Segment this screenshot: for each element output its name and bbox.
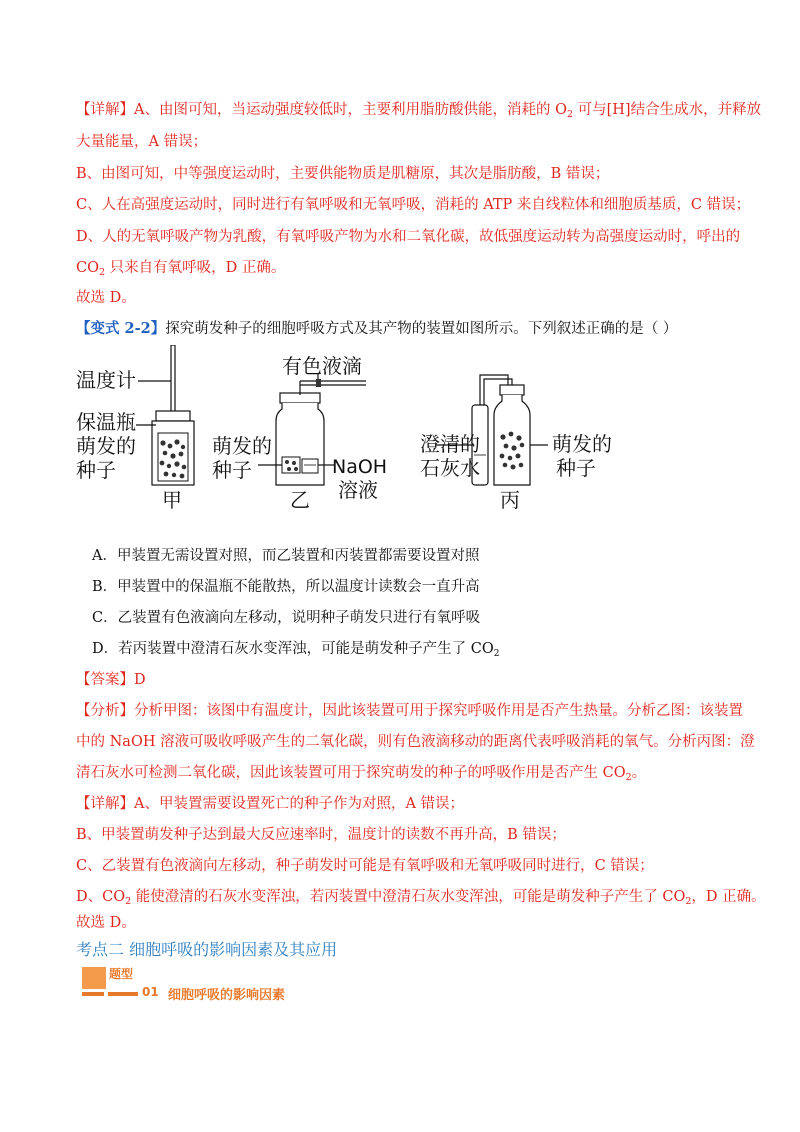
apparatus-bing [420, 375, 612, 510]
question-type-banner [76, 963, 336, 1003]
detail1-line1: 【详解】A、由图可知，当运动强度较低时，主要利用脂肪酸供能，消耗的 $O_2$ 可与[H]结合生成水，并释放 [76, 102, 762, 120]
seed-label-jia-2: 种子 [76, 458, 116, 482]
apparatus-figure [76, 345, 636, 510]
question-type-number: 01 [142, 985, 159, 999]
detail2-line3: C、乙装置有色液滴向左移动，种子萌发时可能是有氧呼吸和无氧呼吸同时进行，C 错误； [76, 858, 654, 874]
detail1-line3: B、由图可知，中等强度运动时，主要供能物质是肌糖原，其次是脂肪酸，B 错误； [76, 166, 610, 182]
limewater-label-2: 石灰水 [420, 456, 480, 480]
thermometer-label: 温度计 [76, 368, 136, 392]
question-stem: 【变式 2-2】探究萌发种子的细胞呼吸方式及其产物的装置如图所示。下列叙述正确的是（ ） [76, 320, 678, 337]
detail-tag: 【详解】 [76, 796, 134, 812]
question-type-label: 题型 [109, 967, 134, 981]
detail1-line6: $CO_2$ 只来自有氧呼吸，D 正确。 [76, 260, 286, 278]
caption-bing: 丙 [500, 488, 520, 510]
caption-yi: 乙 [290, 488, 310, 510]
analysis-line1: 【分析】分析甲图：该图中有温度计，因此该装置可用于探究呼吸作用是否产生热量。分析乙图：该装置 [76, 703, 743, 719]
apparatus-yi [212, 354, 387, 510]
seed-label-bing-1: 萌发的 [552, 432, 612, 456]
question-type-title: 细胞呼吸的影响因素 [168, 988, 286, 1003]
naoh-label-1: NaOH [332, 456, 388, 478]
flask-label: 保温瓶 [76, 410, 136, 434]
detail1-line7: 故选 D。 [76, 290, 136, 306]
analysis-tag: 【分析】 [76, 703, 134, 719]
apparatus-jia [76, 345, 194, 510]
variant-tag: 【变式 2-2】 [76, 320, 166, 337]
detail-tag: 【详解】 [76, 102, 134, 118]
detail2-line4: D、$CO_2$ 能使澄清的石灰水变浑浊，若丙装置中澄清石灰水变浑浊，可能是萌发种子产生了 $CO_2$，D 正确。 [76, 889, 766, 907]
seed-label-yi-2: 种子 [212, 458, 252, 482]
detail1-line5: D、人的无氧呼吸产物为乳酸，有氧呼吸产物为水和二氧化碳，故低强度运动转为高强度运动时，呼出的 [76, 229, 741, 245]
answer-tag: 【答案】 [76, 672, 134, 688]
option-a[interactable]: A．甲装置无需设置对照，而乙装置和丙装置都需要设置对照 [92, 548, 480, 564]
answer-value: D [134, 672, 146, 688]
naoh-label-2: 溶液 [338, 478, 378, 502]
detail1-line2: 大量能量，A 错误； [76, 134, 208, 150]
banner-bar [82, 992, 104, 996]
seed-label-jia-1: 萌发的 [76, 434, 136, 458]
option-b[interactable]: B．甲装置中的保温瓶不能散热，所以温度计读数会一直升高 [92, 579, 480, 595]
answer [76, 668, 146, 689]
detail2-line5: 故选 D。 [76, 915, 136, 931]
option-c[interactable]: C．乙装置有色液滴向左移动，说明种子萌发只进行有氧呼吸 [92, 610, 481, 626]
limewater-label-1: 澄清的 [420, 432, 480, 456]
seed-label-yi-1: 萌发的 [212, 434, 272, 458]
section-title: 考点二 细胞呼吸的影响因素及其应用 [76, 940, 338, 959]
analysis-line2: 中的 NaOH 溶液可吸收呼吸产生的二氧化碳，则有色液滴移动的距离代表呼吸消耗的氧气。分析丙图：澄 [76, 734, 755, 750]
detail1-line4: C、人在高强度运动时，同时进行有氧呼吸和无氧呼吸，消耗的 ATP 来自线粒体和细胞质基质，C 错误； [76, 197, 751, 213]
droplet-label: 有色液滴 [282, 354, 362, 378]
banner-square-icon [82, 967, 106, 989]
detail2-line1: 【详解】A、甲装置需要设置死亡的种子作为对照，A 错误； [76, 796, 465, 812]
option-d[interactable]: D．若丙装置中澄清石灰水变浑浊，可能是萌发种子产生了 $CO_2$ [92, 641, 500, 659]
analysis-line3: 清石灰水可检测二氧化碳，因此该装置可用于探究萌发的种子的呼吸作用是否产生 $CO_2$。 [76, 765, 647, 783]
detail2-line2: B、甲装置萌发种子达到最大反应速率时，温度计的读数不再升高，B 错误； [76, 827, 566, 843]
banner-bar [108, 992, 138, 996]
seed-label-bing-2: 种子 [556, 456, 596, 480]
caption-jia: 甲 [162, 488, 182, 510]
